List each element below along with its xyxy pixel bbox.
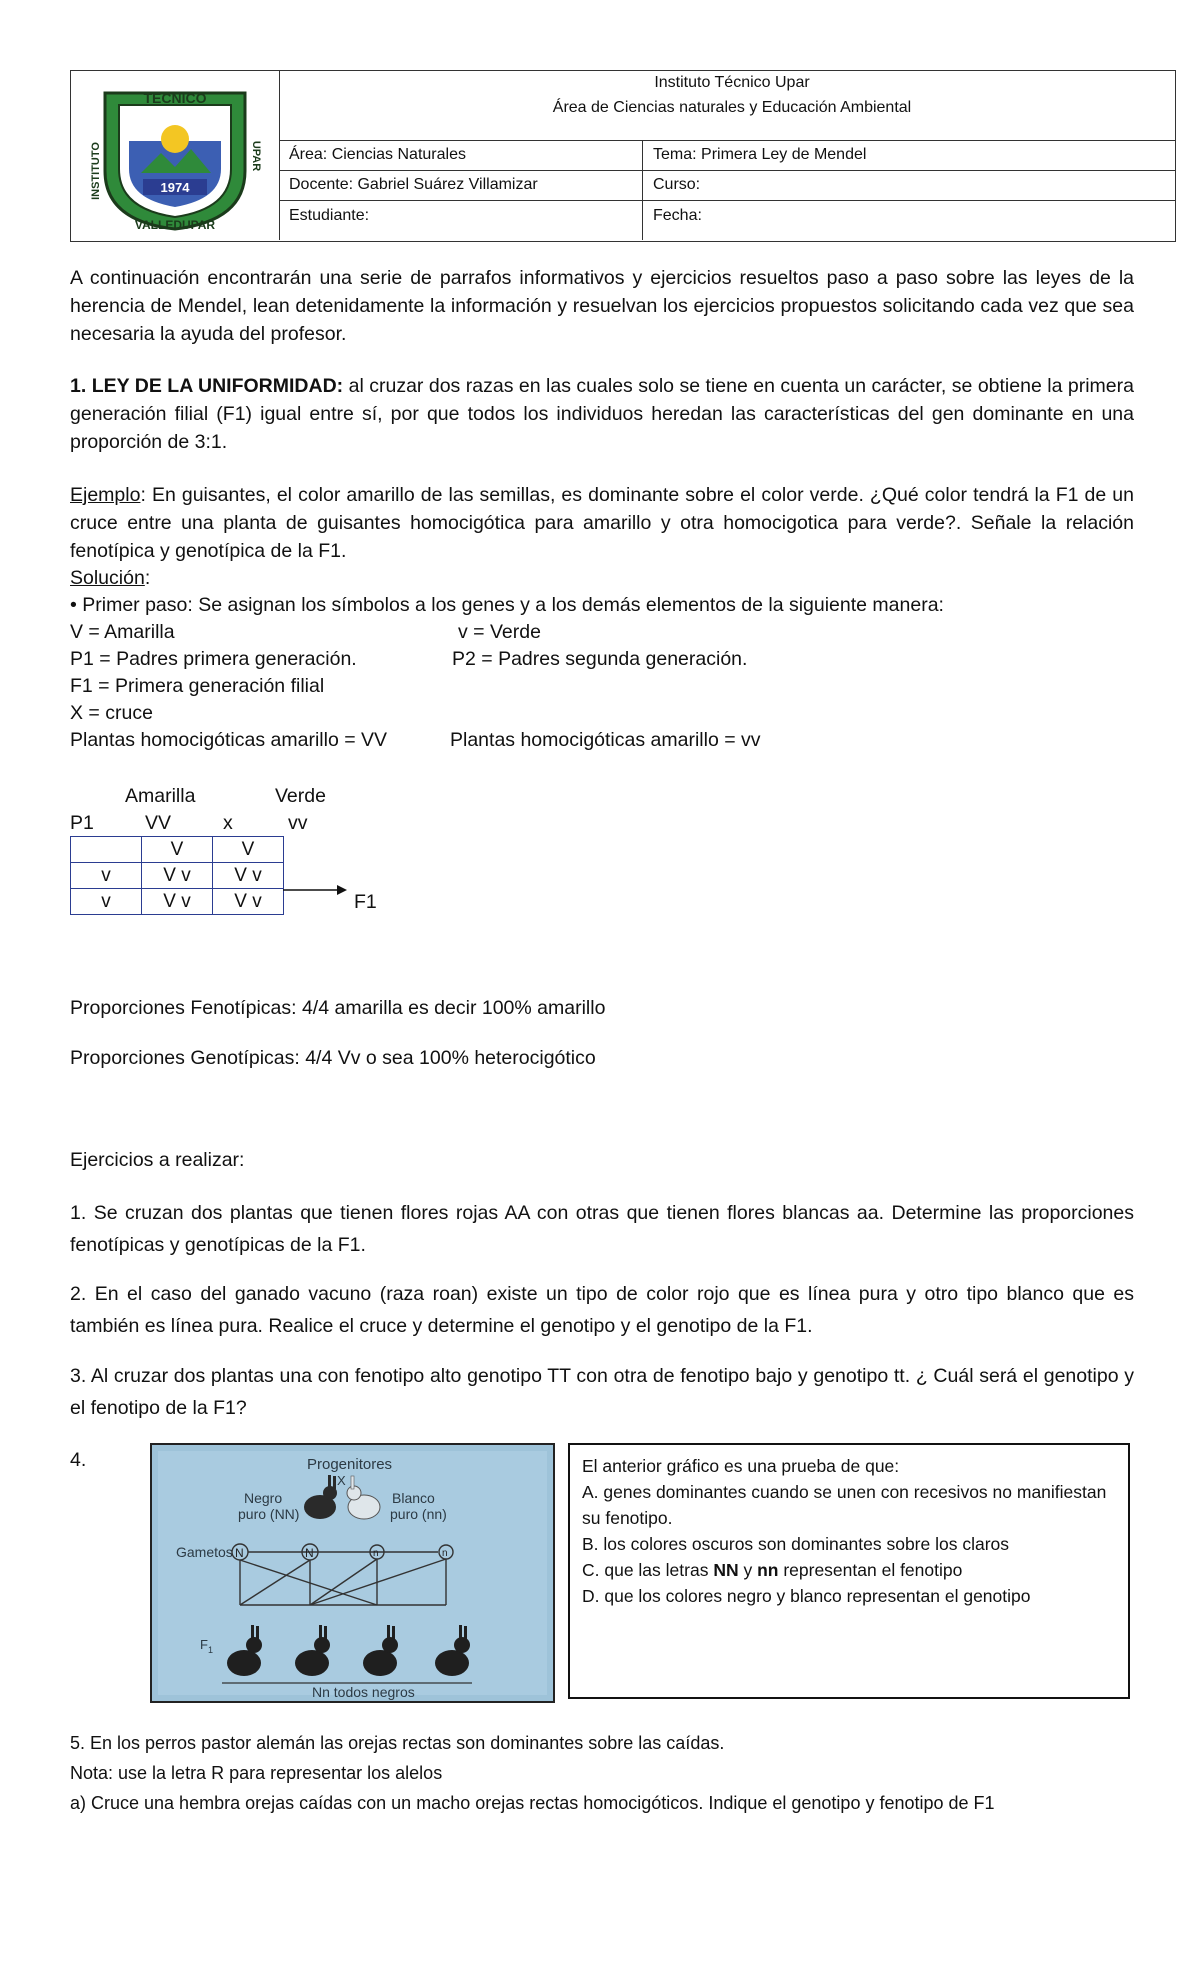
svg-text:TECNICO: TECNICO xyxy=(143,90,207,106)
exercise-5: 5. En los perros pastor alemán las orejas rectas son dominantes sobre las caídas. xyxy=(70,1733,725,1753)
def-left: Plantas homocigóticas amarillo = VV xyxy=(70,729,388,751)
svg-text:F: F xyxy=(200,1637,208,1652)
solution-heading: Solución: xyxy=(70,567,151,589)
svg-text:n: n xyxy=(442,1548,448,1559)
institution-name: Instituto Técnico Upar xyxy=(654,74,810,91)
def-left: V = Amarilla xyxy=(70,621,175,643)
f1-label: F1 xyxy=(354,891,377,913)
department-name: Área de Ciencias naturales y Educación Ambiental xyxy=(552,99,912,116)
area-field: Área: Ciencias Naturales xyxy=(289,146,466,163)
label-verde: Verde xyxy=(275,785,326,807)
parent-dominant: VV xyxy=(145,812,172,834)
option-b[interactable]: B. los colores oscuros son dominantes sobre los claros xyxy=(582,1534,1010,1554)
exercise-4-number: 4. xyxy=(70,1449,87,1471)
svg-text:1: 1 xyxy=(208,1645,214,1655)
exercise-3: 3. Al cruzar dos plantas una con fenotipo alto genotipo TT con otra de fenotipo bajo y genotipo tt. ¿ Cuál será el genotipo y el fenotipo de la F1? xyxy=(70,1365,1134,1419)
example-paragraph xyxy=(70,481,1134,565)
topic-field: Tema: Primera Ley de Mendel xyxy=(653,146,867,163)
punnett-cell: V v xyxy=(142,863,213,889)
svg-text:Nn todos negros: Nn todos negros xyxy=(312,1684,415,1700)
def-right: P2 = Padres segunda generación. xyxy=(452,648,748,670)
def-right: v = Verde xyxy=(458,621,541,643)
exercise-5-note: Nota: use la letra R para representar los alelos xyxy=(70,1763,443,1783)
punnett-cell: V v xyxy=(213,889,284,915)
exercises-title: Ejercicios a realizar: xyxy=(70,1149,245,1171)
step-one xyxy=(70,592,944,618)
punnett-cell: V xyxy=(213,837,284,863)
def-left: F1 = Primera generación filial xyxy=(70,675,325,697)
svg-text:Negro: Negro xyxy=(244,1490,283,1506)
solution-label: Solución xyxy=(70,567,145,589)
divider xyxy=(279,140,1175,141)
svg-text:N: N xyxy=(235,1546,244,1560)
punnett-cell: V xyxy=(142,837,213,863)
exercise-5a: a) Cruce una hembra orejas caídas con un macho orejas rectas homocigóticos. Indique el genotipo y fenotipo de F1 xyxy=(70,1793,995,1813)
step-one-text: Primer paso: Se asignan los símbolos a los genes y a los demás elementos de la siguiente manera: xyxy=(82,594,944,616)
option-d[interactable]: D. que los colores negro y blanco representan el genotipo xyxy=(582,1586,1031,1606)
law-title: 1. LEY DE LA UNIFORMIDAD: xyxy=(70,375,344,397)
example-text: : En guisantes, el color amarillo de las semillas, es dominante sobre el color verde. ¿Qué color tendrá la F1 de un cruce entre una planta de guisantes homocigótica para amarillo y otra homocigotica para verde?. Señale la relación fenotípica y genotípica de la F1. xyxy=(70,484,1134,562)
student-field[interactable]: Estudiante: xyxy=(289,207,370,224)
bullet-icon: • xyxy=(70,594,77,616)
divider xyxy=(279,170,1175,171)
parent-recessive: vv xyxy=(288,812,308,834)
punnett-cell: v xyxy=(71,889,142,915)
def-left: P1 = Padres primera generación. xyxy=(70,648,357,670)
svg-text:Blanco: Blanco xyxy=(392,1490,435,1506)
svg-text:puro (NN): puro (NN) xyxy=(238,1506,300,1522)
svg-text:VALLEDUPAR: VALLEDUPAR xyxy=(134,218,216,232)
punnett-cell: v xyxy=(71,863,142,889)
question-stem: El anterior gráfico es una prueba de que: xyxy=(582,1456,900,1476)
law-text: al cruzar dos razas en las cuales solo se tiene en cuenta un carácter, se obtiene la primera generación filial (F1) igual entre sí, por que todos los individuos heredan las características del gen dominante en una proporción de 3:1. xyxy=(70,375,1134,453)
header-table xyxy=(70,70,1176,242)
cross-symbol: x xyxy=(223,812,233,834)
svg-text:Gametos: Gametos xyxy=(176,1544,233,1560)
teacher-field: Docente: Gabriel Suárez Villamizar xyxy=(289,176,538,193)
def-left: X = cruce xyxy=(70,702,153,724)
genotypic-proportions: Proporciones Genotípicas: 4/4 Vv o sea 100% heterocigótico xyxy=(70,1047,596,1069)
punnett-square xyxy=(70,836,284,915)
svg-text:X: X xyxy=(337,1473,346,1488)
svg-text:n: n xyxy=(373,1548,379,1559)
svg-text:INSTITUTO: INSTITUTO xyxy=(90,142,102,200)
punnett-cell: V v xyxy=(213,863,284,889)
punnett-cell xyxy=(71,837,142,863)
intro-paragraph: A continuación encontrarán una serie de parrafos informativos y ejercicios resueltos paso a paso sobre las leyes de la herencia de Mendel, lean detenidamente la información y resuelvan los ejercicios propuestos solicitando cada vez que sea necesaria la ayuda del profesor. xyxy=(70,267,1134,345)
svg-text:1974: 1974 xyxy=(160,180,190,195)
law-paragraph xyxy=(70,372,1134,456)
school-logo xyxy=(71,71,280,240)
rabbit-cross-figure xyxy=(150,1443,555,1703)
svg-text:UPAR: UPAR xyxy=(250,140,262,172)
svg-text:N: N xyxy=(305,1546,314,1560)
exercise-1: 1. Se cruzan dos plantas que tienen flores rojas AA con otras que tienen flores blancas aa. Determine las proporciones fenotípicas y genotípicas de la F1. xyxy=(70,1202,1134,1256)
def-right: Plantas homocigóticas amarillo = vv xyxy=(450,729,761,751)
example-label: Ejemplo xyxy=(70,484,141,506)
svg-text:Progenitores: Progenitores xyxy=(307,1456,393,1473)
phenotypic-proportions: Proporciones Fenotípicas: 4/4 amarilla es decir 100% amarillo xyxy=(70,997,606,1019)
divider xyxy=(279,200,1175,201)
label-amarilla: Amarilla xyxy=(125,785,196,807)
punnett-cell: V v xyxy=(142,889,213,915)
svg-text:puro (nn): puro (nn) xyxy=(390,1506,447,1522)
date-field[interactable]: Fecha: xyxy=(653,207,702,224)
option-c[interactable]: C. que las letras NN y nn representan el fenotipo xyxy=(582,1560,963,1580)
question-box xyxy=(568,1443,1130,1699)
rabbit-cross-image xyxy=(152,1445,553,1701)
label-p1: P1 xyxy=(70,812,94,834)
option-a[interactable]: A. genes dominantes cuando se unen con recesivos no manifiestan su fenotipo. xyxy=(582,1482,1107,1528)
shield-icon xyxy=(71,71,279,240)
exercise-2: 2. En el caso del ganado vacuno (raza roan) existe un tipo de color rojo que es línea pura y otro tipo blanco que es también es línea pura. Realice el cruce y determine el genotipo y el genotipo de la F1. xyxy=(70,1283,1134,1337)
course-field[interactable]: Curso: xyxy=(653,176,701,193)
arrow-right-icon xyxy=(283,884,347,896)
